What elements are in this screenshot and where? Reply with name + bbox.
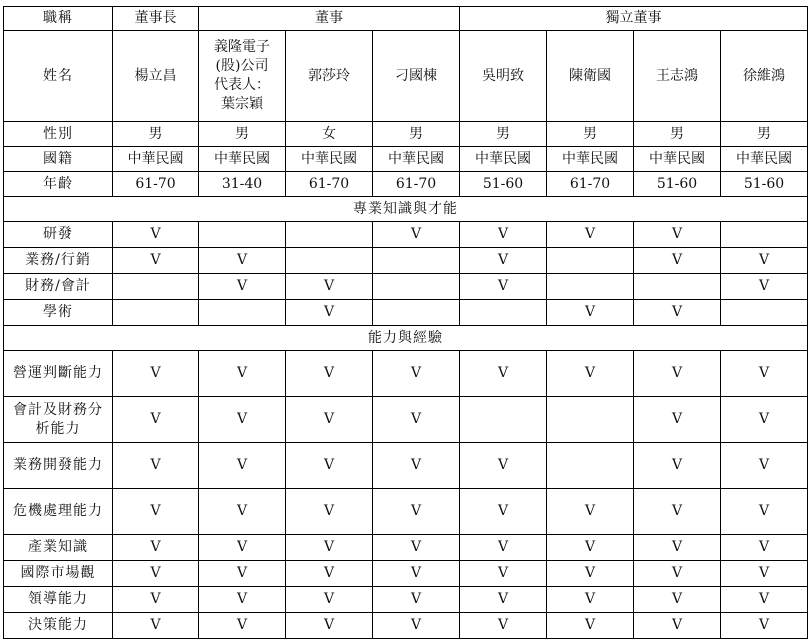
skill-mark: V: [286, 274, 373, 300]
skill-mark: V: [547, 300, 634, 326]
skill-mark: [286, 222, 373, 248]
skill-row: [4, 613, 808, 639]
director-gender: 男: [460, 122, 547, 147]
skill-mark: V: [460, 561, 547, 587]
director-nationality: 中華民國: [547, 147, 634, 172]
skill-mark: [634, 274, 721, 300]
skill-row: [4, 274, 808, 300]
skill-mark: V: [634, 351, 721, 397]
role-label: 職稱: [4, 7, 113, 31]
skill-mark: V: [113, 351, 199, 397]
name-label: 姓名: [4, 31, 113, 122]
director-name: 徐維鴻: [721, 31, 808, 122]
skill-mark: V: [460, 248, 547, 274]
director-gender: 男: [721, 122, 808, 147]
skill-mark: [547, 248, 634, 274]
skill-mark: [199, 300, 286, 326]
director-nationality: 中華民國: [460, 147, 547, 172]
top-margin: [0, 0, 810, 4]
skill-mark: V: [547, 489, 634, 535]
director-gender: 男: [113, 122, 199, 147]
skill-mark: V: [634, 489, 721, 535]
skill-mark: [547, 397, 634, 443]
skill-mark: V: [547, 587, 634, 613]
skill-mark: [373, 274, 460, 300]
skill-mark: V: [286, 351, 373, 397]
name-row: [4, 31, 808, 122]
director-nationality: 中華民國: [373, 147, 460, 172]
skill-mark: V: [199, 443, 286, 489]
director-gender: 男: [199, 122, 286, 147]
director-age: 51-60: [634, 172, 721, 197]
director-nationality: 中華民國: [286, 147, 373, 172]
skill-label: 危機處理能力: [4, 489, 113, 535]
skill-mark: V: [634, 443, 721, 489]
skill-row: [4, 489, 808, 535]
director-age: 51-60: [460, 172, 547, 197]
skill-label: 學術: [4, 300, 113, 326]
skill-mark: V: [721, 561, 808, 587]
role-chair: 董事長: [113, 7, 199, 31]
skill-mark: V: [113, 397, 199, 443]
skill-mark: V: [721, 443, 808, 489]
skill-mark: V: [286, 587, 373, 613]
skill-mark: V: [113, 587, 199, 613]
skill-mark: V: [199, 561, 286, 587]
skill-mark: V: [199, 274, 286, 300]
director-age: 51-60: [721, 172, 808, 197]
skill-mark: [113, 300, 199, 326]
skill-mark: V: [634, 300, 721, 326]
skill-row: [4, 351, 808, 397]
skill-mark: V: [286, 561, 373, 587]
skill-mark: V: [199, 613, 286, 639]
skill-mark: V: [113, 222, 199, 248]
skill-mark: V: [721, 535, 808, 561]
skill-label: 財務/會計: [4, 274, 113, 300]
section-heading-ability: 能力與經驗: [4, 326, 808, 351]
skill-mark: V: [113, 561, 199, 587]
skill-mark: V: [460, 613, 547, 639]
skill-mark: [721, 300, 808, 326]
skill-mark: V: [634, 613, 721, 639]
board-composition-table: [3, 6, 808, 639]
director-age: 61-70: [286, 172, 373, 197]
director-name: 楊立昌: [113, 31, 199, 122]
skill-label: 營運判斷能力: [4, 351, 113, 397]
skill-mark: V: [634, 561, 721, 587]
age-label: 年齡: [4, 172, 113, 197]
skill-label: 產業知識: [4, 535, 113, 561]
skill-mark: V: [286, 613, 373, 639]
skill-mark: V: [286, 300, 373, 326]
skill-mark: V: [460, 443, 547, 489]
skill-mark: V: [721, 587, 808, 613]
skill-mark: V: [373, 489, 460, 535]
skill-mark: V: [286, 489, 373, 535]
skill-mark: V: [634, 397, 721, 443]
skill-row: [4, 561, 808, 587]
skill-mark: V: [199, 397, 286, 443]
nationality-row: [4, 147, 808, 172]
director-age: 31-40: [199, 172, 286, 197]
director-name: 刁國棟: [373, 31, 460, 122]
skill-mark: V: [113, 489, 199, 535]
skill-row: [4, 443, 808, 489]
director-nationality: 中華民國: [113, 147, 199, 172]
skill-mark: V: [634, 535, 721, 561]
skill-label: 研發: [4, 222, 113, 248]
skill-row: [4, 587, 808, 613]
skill-mark: V: [373, 397, 460, 443]
role-independent-directors: 獨立董事: [460, 7, 808, 31]
skill-mark: [199, 222, 286, 248]
knowledge-section-row: [4, 197, 808, 222]
skill-mark: V: [199, 489, 286, 535]
director-gender: 男: [373, 122, 460, 147]
director-name: 吳明致: [460, 31, 547, 122]
director-age: 61-70: [547, 172, 634, 197]
skill-mark: V: [373, 443, 460, 489]
skill-mark: V: [721, 397, 808, 443]
director-age: 61-70: [373, 172, 460, 197]
skill-row: [4, 535, 808, 561]
age-row: [4, 172, 808, 197]
director-nationality: 中華民國: [721, 147, 808, 172]
skill-mark: V: [199, 535, 286, 561]
nationality-label: 國籍: [4, 147, 113, 172]
director-nationality: 中華民國: [199, 147, 286, 172]
skill-mark: V: [634, 222, 721, 248]
skill-mark: [547, 274, 634, 300]
director-name: 陳衛國: [547, 31, 634, 122]
role-row: [4, 7, 808, 31]
skill-mark: V: [721, 613, 808, 639]
skill-mark: V: [721, 489, 808, 535]
skill-mark: V: [460, 274, 547, 300]
skill-row: [4, 300, 808, 326]
skill-mark: V: [286, 397, 373, 443]
knowledge-rows: [4, 222, 808, 326]
director-name: 王志鴻: [634, 31, 721, 122]
skill-mark: V: [634, 587, 721, 613]
director-name: 郭莎玲: [286, 31, 373, 122]
skill-mark: V: [634, 248, 721, 274]
skill-mark: V: [199, 587, 286, 613]
role-directors: 董事: [199, 7, 460, 31]
skill-label: 會計及財務分析能力: [4, 397, 113, 443]
skill-mark: V: [547, 535, 634, 561]
director-name: 義隆電子 (股)公司 代表人： 葉宗穎: [199, 31, 286, 122]
skill-mark: V: [460, 587, 547, 613]
skill-label: 領導能力: [4, 587, 113, 613]
skill-mark: V: [373, 535, 460, 561]
ability-section-row: [4, 326, 808, 351]
skill-mark: V: [547, 222, 634, 248]
skill-mark: V: [199, 248, 286, 274]
skill-mark: V: [113, 535, 199, 561]
skill-mark: [113, 274, 199, 300]
skill-mark: [721, 222, 808, 248]
director-age: 61-70: [113, 172, 199, 197]
skill-mark: V: [460, 535, 547, 561]
skill-mark: V: [547, 561, 634, 587]
skill-mark: V: [460, 351, 547, 397]
skill-mark: [460, 300, 547, 326]
skill-mark: V: [460, 222, 547, 248]
skill-mark: V: [113, 248, 199, 274]
skill-mark: V: [547, 613, 634, 639]
skill-mark: V: [373, 587, 460, 613]
skill-row: [4, 222, 808, 248]
skill-label: 業務/行銷: [4, 248, 113, 274]
gender-row: [4, 122, 808, 147]
gender-label: 性別: [4, 122, 113, 147]
skill-mark: V: [373, 561, 460, 587]
skill-row: [4, 248, 808, 274]
ability-rows: [4, 351, 808, 639]
skill-mark: [373, 300, 460, 326]
skill-mark: V: [286, 535, 373, 561]
skill-mark: [547, 443, 634, 489]
section-heading-knowledge: 專業知識與才能: [4, 197, 808, 222]
skill-mark: V: [460, 489, 547, 535]
skill-mark: V: [113, 613, 199, 639]
skill-label: 決策能力: [4, 613, 113, 639]
skill-mark: V: [286, 443, 373, 489]
skill-mark: V: [721, 248, 808, 274]
director-gender: 男: [634, 122, 721, 147]
director-nationality: 中華民國: [634, 147, 721, 172]
skill-mark: V: [113, 443, 199, 489]
skill-mark: V: [721, 351, 808, 397]
skill-mark: V: [199, 351, 286, 397]
director-gender: 男: [547, 122, 634, 147]
skill-mark: V: [373, 222, 460, 248]
skill-label: 業務開發能力: [4, 443, 113, 489]
skill-mark: V: [721, 274, 808, 300]
director-gender: 女: [286, 122, 373, 147]
skill-mark: [460, 397, 547, 443]
skill-label: 國際市場觀: [4, 561, 113, 587]
skill-row: [4, 397, 808, 443]
skill-mark: V: [547, 351, 634, 397]
skill-mark: V: [373, 351, 460, 397]
skill-mark: V: [373, 613, 460, 639]
skill-mark: [373, 248, 460, 274]
skill-mark: [286, 248, 373, 274]
